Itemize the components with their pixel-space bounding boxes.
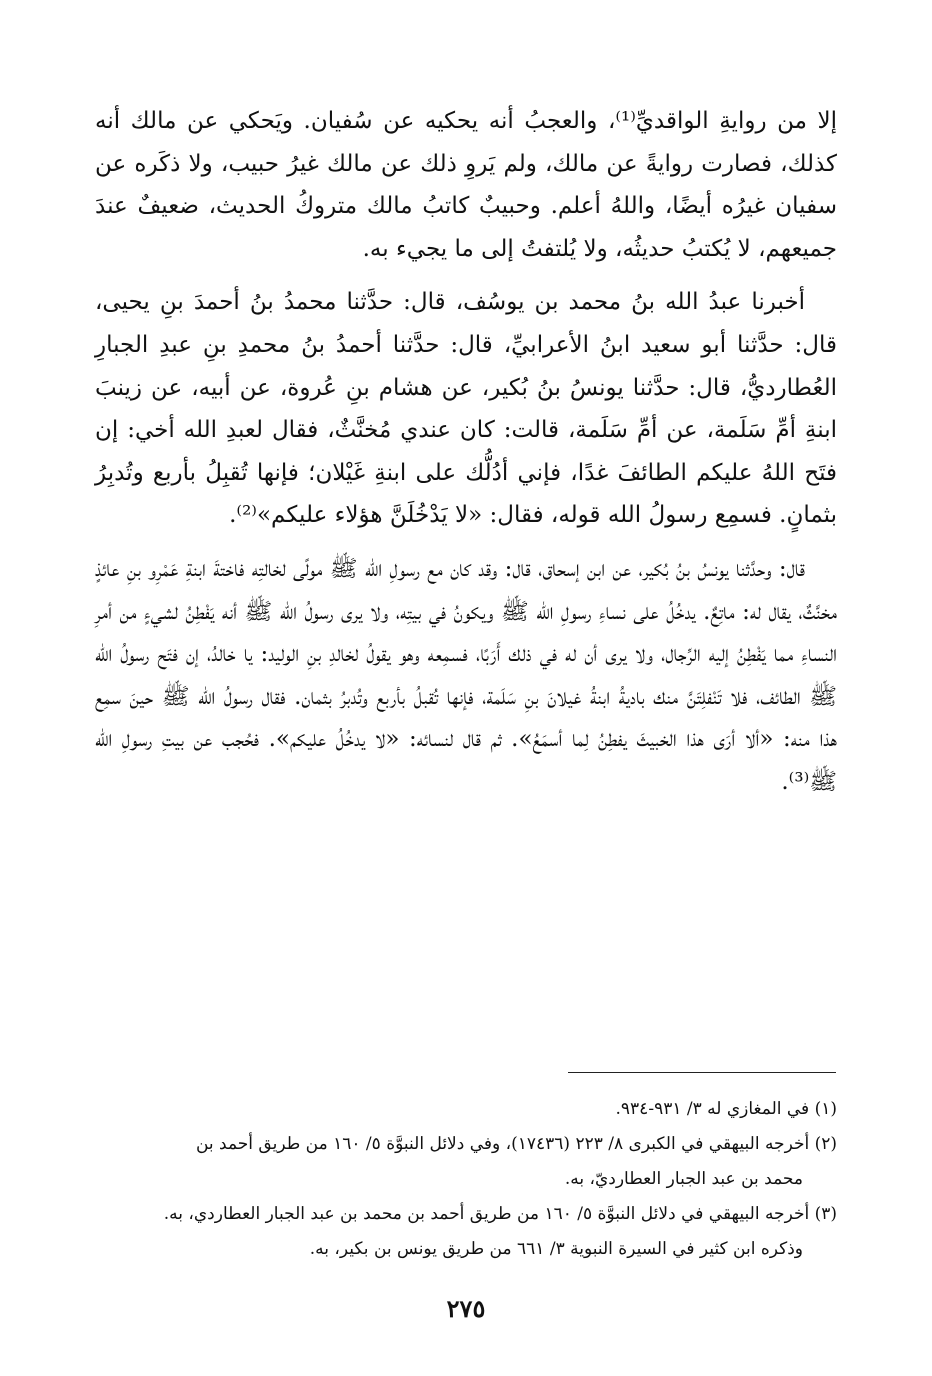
paragraph-3: قال: وحدَّثنا يونسُ بنُ بُكير، عن ابن إسحاق، قال: وقد كان مع رسولِ الله ﷺ مولًى لخالتِه فاختةَ ابنةِ عَمْرِو بنِ عائذٍ مخنَّثٌ، يقال له: ماتِعٌ. يدخُلُ على نساءِ رسولِ الله ﷺ ويكونُ في بيتِه، ولا يرى رسولُ الله ﷺ أنه يَفْطِنُ لشيءٍ من أمرِ النساءِ مما يَفْطِنُ إليه الرِّجال، ولا يرى أن له في ذلك أَرَبًا، فسمِعه وهو يقولُ لخالدِ بنِ الوليد: يا خالدُ، إن فتَح رسولُ الله ﷺ الطائف، فلا تَنْفلِتَنَّ منك باديةُ ابنةُ غيلانَ بنِ سَلَمة، فإنها تُقبلُ بأربع وتُدبرُ بثمان. فقال رسولُ الله ﷺ حينَ سمِع هذا منه: «ألا أرَى هذا الخبيثَ يفطِنُ لِما أسمَعُ». ثم قال لنسائه: «لا يدخُلُ عليكم». فحُجب عن بيتِ رسولِ الله ﷺ⁽³⁾. (95, 555, 837, 795)
footnote-3-continued: وذكره ابن كثير في السيرة النبوية ٣/ ٦٦١ من طريق يونس بن بكير، به. (309, 1239, 803, 1259)
footnote-1: (١) في المغازي له ٣/ ٩٣١-٩٣٤. (615, 1099, 837, 1119)
main-text-body (95, 100, 837, 815)
page-number: ٢٧٥ (446, 1294, 486, 1323)
footnote-3: (٣) أخرجه البيهقي في دلائل النبوَّة ٥/ ١٦٠ من طريق أحمد بن محمد بن عبد الجبار العطاردي، به. (163, 1204, 837, 1224)
paragraph-2: أخبرنا عبدُ الله بنُ محمد بن يوسُف، قال: حدَّثنا محمدُ بنُ أحمدَ بنِ يحيى، قال: حدَّثنا أبو سعيد ابنُ الأعرابيِّ، قال: حدَّثنا أحمدُ بنُ محمدِ بنِ عبدِ الجبارِ العُطارديُّ، قال: حدَّثنا يونسُ بنُ بُكير، عن هشام بنِ عُروة، عن أبيه، عن زينبَ ابنةِ أمِّ سَلَمة، عن أمِّ سَلَمة، قالت: كان عندي مُخنَّثٌ، فقال لعبدِ الله أخي: إن فتَح اللهُ عليكم الطائفَ غدًا، فإني أدُلُّك على ابنةِ غَيْلان؛ فإنها تُقبِلُ بأربع وتُدبِرُ بثمانٍ. فسمِع رسولُ الله قوله، فقال: «لا يَدْخُلَنَّ هؤلاء عليكم»⁽²⁾. (95, 289, 837, 529)
footnote-2: (٢) أخرجه البيهقي في الكبرى ٨/ ٢٢٣ (١٧٤٣٦)، وفي دلائل النبوَّة ٥/ ١٦٠ من طريق أحمد بن (195, 1134, 837, 1154)
footnotes (95, 1092, 837, 1267)
paragraph-1: إلا من روايةِ الواقديِّ⁽¹⁾، والعجبُ أنه يحكيه عن سُفيان. ويَحكي عن مالك أنه كذلك، فصارت روايةً عن مالك، ولم يَروِ ذلك عن مالك غيرُ حبيب، ولا ذكَره عن سفيان غيرُه أيضًا، واللهُ أعلم. وحبيبٌ كاتبُ مالك متروكُ الحديث، ضعيفٌ عندَ جميعهم، لا يُكتبُ حديثُه، ولا يُلتفتُ إلى ما يجيء به. (95, 108, 837, 262)
footnote-2-continued: محمد بن عبد الجبار العطارديّ، به. (564, 1169, 803, 1189)
footnote-separator (568, 1072, 836, 1073)
